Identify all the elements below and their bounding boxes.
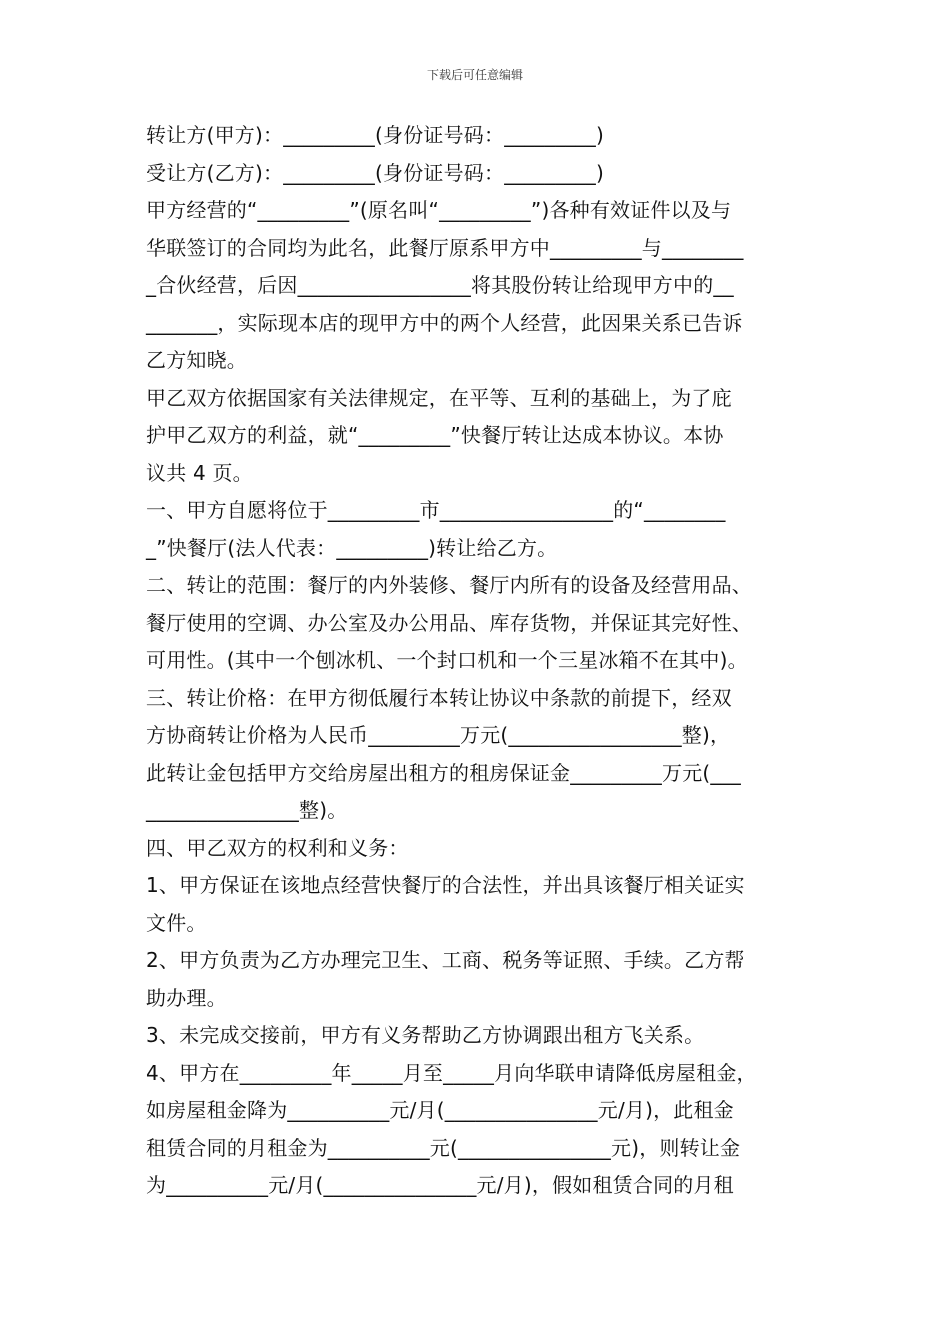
text-line: 甲乙双方依据国家有关法律规定，在平等、互利的基础上，为了庇 <box>146 385 732 410</box>
document-body <box>146 117 826 1205</box>
text-line: 二、转让的范围：餐厅的内外装修、餐厅内所有的设备及经营用品、 <box>146 573 752 597</box>
text-line: 护甲乙双方的利益，就“_________”快餐厅转让达成本协议。本协 <box>146 423 724 447</box>
text-line: 甲方经营的“_________”(原名叫“_________”)各种有效证件以及与 <box>146 198 732 222</box>
text-line: 可用性。(其中一个刨冰机、一个封口机和一个三星冰箱不在其中)。 <box>146 648 748 672</box>
text-line: 此转让金包括甲方交给房屋出租方的租房保证金_________万元(___ <box>146 760 742 785</box>
text-line: 方协商转让价格为人民币_________万元(_________________整)， <box>146 723 731 747</box>
text-line: 4、甲方在_________年_____月至_____月向华联申请降低房屋租金， <box>146 1060 757 1085</box>
text-line: 租赁合同的月租金为__________元(_______________元)，则转让金 <box>146 1135 741 1160</box>
text-line: 文件。 <box>146 910 207 935</box>
text-line: 2、甲方负责为乙方办理完卫生、工商、税务等证照、手续。乙方帮 <box>146 948 745 972</box>
text-line: _”快餐厅(法人代表：_________)转让给乙方。 <box>146 535 558 560</box>
text-line: 三、转让价格：在甲方彻低履行本转让协议中条款的前提下，经双 <box>146 685 732 710</box>
text-line: _______，实际现本店的现甲方中的两个人经营，此因果关系已告诉 <box>146 310 743 335</box>
text-line: 议共 4 页。 <box>146 460 253 485</box>
text-line: _合伙经营，后因_________________将其股份转让给现甲方中的__ <box>146 273 734 297</box>
text-line: 助办理。 <box>146 985 227 1010</box>
text-line: 为__________元/月(_______________元/月)，假如租赁合同的月租 <box>146 1173 734 1197</box>
text-line: 一、甲方自愿将位于_________市_________________的“________ <box>146 498 726 522</box>
text-line: 转让方(甲方)：_________(身份证号码：_________) <box>146 123 605 147</box>
text-line: _______________整)。 <box>146 798 348 822</box>
page-header-note: 下载后可任意编辑 <box>426 68 523 82</box>
text-line: 如房屋租金降为__________元/月(_______________元/月)，此租金 <box>146 1098 734 1122</box>
text-line: 1、甲方保证在该地点经营快餐厅的合法性，并出具该餐厅相关证实 <box>146 873 745 897</box>
text-line: 3、未完成交接前，甲方有义务帮助乙方协调跟出租方飞关系。 <box>146 1023 705 1047</box>
text-line: 餐厅使用的空调、办公室及办公用品、库存货物，并保证其完好性、 <box>146 610 752 635</box>
text-line: 华联签订的合同均为此名，此餐厅原系甲方中_________与________ <box>146 235 744 260</box>
text-line: 受让方(乙方)：_________(身份证号码：_________) <box>146 160 605 185</box>
text-line: 乙方知晓。 <box>146 348 247 372</box>
text-line: 四、甲乙双方的权利和义务： <box>146 835 409 860</box>
